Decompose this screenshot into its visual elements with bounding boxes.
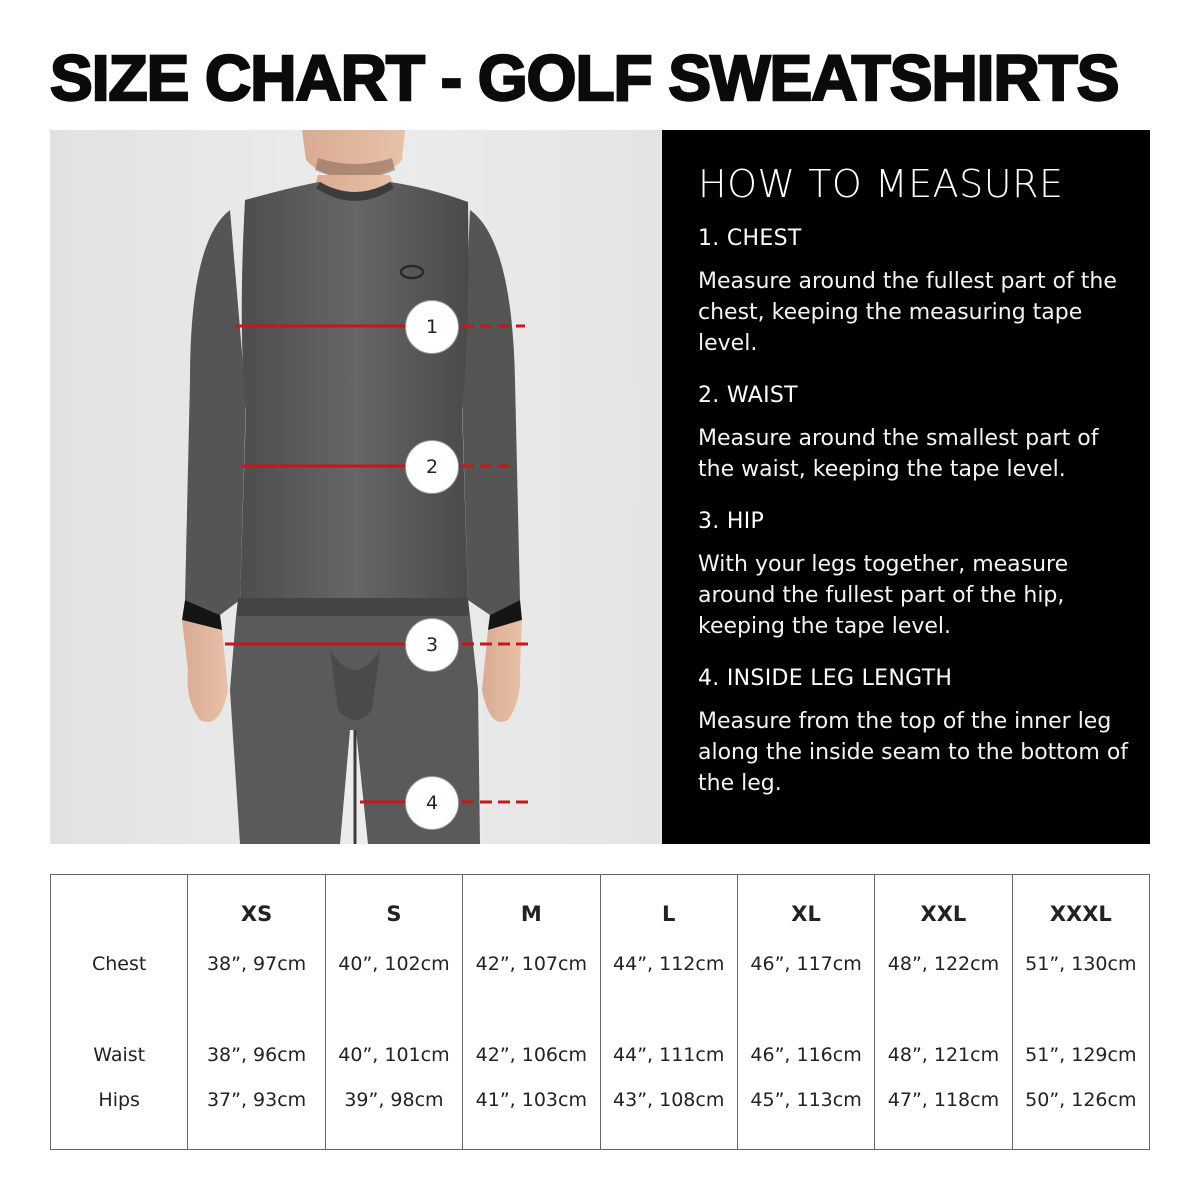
row-label: Hips (51, 1089, 188, 1150)
row-label: Waist (51, 1021, 188, 1089)
header-empty-cell (51, 875, 188, 954)
table-row-waist (51, 1021, 1150, 1089)
marker-4: 4 (405, 776, 459, 830)
table-cell: 50”, 126cm (1012, 1089, 1149, 1150)
size-header: S (325, 875, 462, 954)
table-cell: 41”, 103cm (463, 1089, 600, 1150)
table-cell: 44”, 111cm (600, 1021, 737, 1089)
table-cell: 42”, 107cm (463, 953, 600, 1021)
table-cell: 43”, 108cm (600, 1089, 737, 1150)
table-cell: 38”, 97cm (188, 953, 325, 1021)
table-cell: 38”, 96cm (188, 1021, 325, 1089)
table-row-hips (51, 1089, 1150, 1150)
table-cell: 42”, 106cm (463, 1021, 600, 1089)
table-cell: 51”, 129cm (1012, 1021, 1149, 1089)
step-inside-leg (698, 664, 1130, 799)
marker-1: 1 (405, 300, 459, 354)
page-title: SIZE CHART - GOLF SWEATSHIRTS (50, 42, 1119, 114)
size-header: L (600, 875, 737, 954)
table-cell: 51”, 130cm (1012, 953, 1149, 1021)
step-chest (698, 224, 1130, 359)
size-header: M (463, 875, 600, 954)
step-description: Measure from the top of the inner leg along the inside seam to the bottom of the leg. (698, 709, 1129, 796)
table-cell: 46”, 116cm (737, 1021, 874, 1089)
waistband (236, 598, 470, 618)
size-header: XL (737, 875, 874, 954)
table-cell: 37”, 93cm (188, 1089, 325, 1150)
step-title: 2. WAIST (698, 383, 798, 408)
table-cell: 48”, 122cm (875, 953, 1012, 1021)
step-description: Measure around the smallest part of the waist, keeping the tape level. (698, 426, 1099, 482)
step-title: 1. CHEST (698, 226, 802, 251)
size-header: XXXL (1012, 875, 1149, 954)
size-header: XXL (875, 875, 1012, 954)
table-cell: 47”, 118cm (875, 1089, 1012, 1150)
size-header-row (51, 875, 1150, 954)
size-header: XS (188, 875, 325, 954)
step-description: With your legs together, measure around the fullest part of the hip, keeping the tape level. (698, 552, 1069, 639)
model-photo (50, 130, 662, 844)
step-title: 4. INSIDE LEG LENGTH (698, 666, 953, 691)
table-cell: 39”, 98cm (325, 1089, 462, 1150)
table-row-chest (51, 953, 1150, 1021)
table-cell: 48”, 121cm (875, 1021, 1012, 1089)
row-label: Chest (51, 953, 188, 1021)
table-cell: 40”, 102cm (325, 953, 462, 1021)
shirt-torso (240, 182, 468, 600)
table-cell: 46”, 117cm (737, 953, 874, 1021)
step-description: Measure around the fullest part of the chest, keeping the measuring tape level. (698, 269, 1117, 356)
how-to-measure-panel (662, 130, 1150, 844)
table-cell: 40”, 101cm (325, 1021, 462, 1089)
step-title: 3. HIP (698, 509, 765, 534)
size-table (50, 874, 1150, 1150)
model-illustration (50, 130, 662, 844)
step-hip (698, 507, 1130, 642)
table-cell: 45”, 113cm (737, 1089, 874, 1150)
marker-3: 3 (405, 618, 459, 672)
marker-2: 2 (405, 440, 459, 494)
step-waist (698, 381, 1130, 485)
table-cell: 44”, 112cm (600, 953, 737, 1021)
how-to-measure-heading: HOW TO MEASURE (698, 162, 1064, 206)
